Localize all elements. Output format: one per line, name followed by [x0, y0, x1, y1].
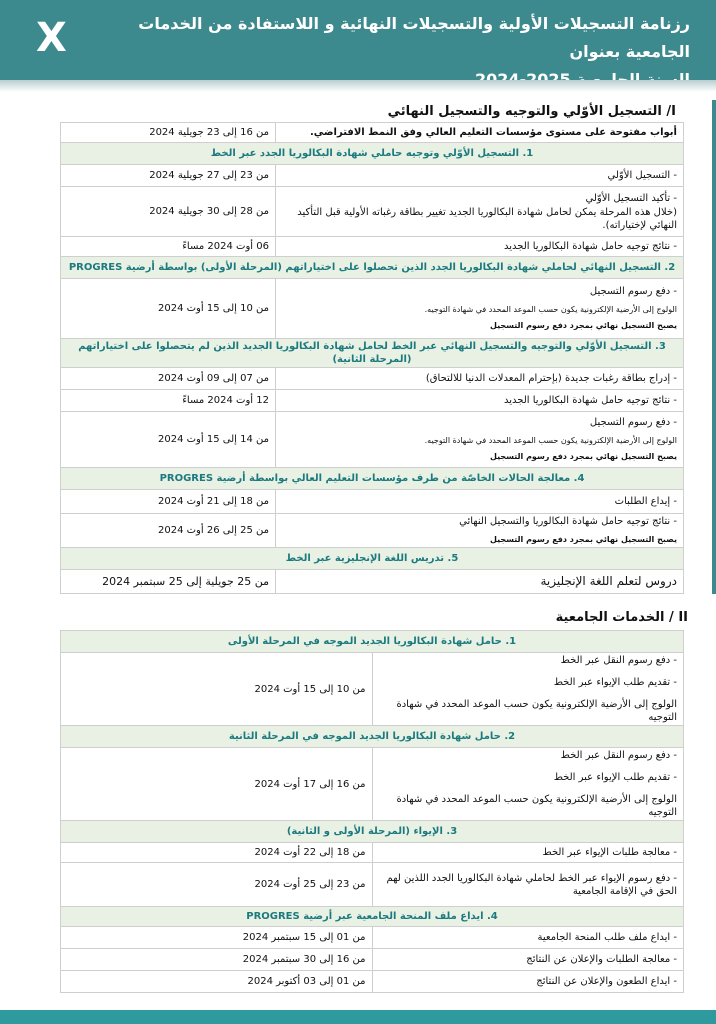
row-description-line: الولوج إلى الأرضية الإلكترونية يكون حسب الموعد المحدد في شهادة التوجيه. [424, 436, 677, 445]
row-date: من 18 إلى 21 أوت 2024 [61, 490, 276, 514]
row-description: - نتائج توجيه حامل شهادة البكالوريا الجديد [276, 237, 684, 257]
row-description [372, 748, 684, 821]
table-row [61, 927, 684, 949]
header-banner [0, 0, 716, 80]
row-description-line: - دفع رسوم النقل عبر الخط [560, 750, 677, 761]
section2-title: II / الخدمات الجامعية [555, 610, 688, 625]
row-description [276, 412, 684, 468]
row-date: من 14 إلى 15 أوت 2024 [61, 412, 276, 468]
row-date: من 23 إلى 27 جويلية 2024 [61, 165, 276, 187]
row-date: 12 أوت 2024 مساءً [61, 390, 276, 412]
row-description [276, 279, 684, 339]
table-section-header [61, 339, 684, 368]
table-section-header [61, 726, 684, 748]
table-section-header [61, 907, 684, 927]
row-description-line: - نتائج توجيه حامل شهادة البكالوريا والتسجيل النهائي [459, 516, 677, 527]
row-date: من 10 إلى 15 أوت 2024 [61, 653, 373, 726]
row-date: من 16 إلى 23 جويلية 2024 [61, 123, 276, 143]
row-description: - معالجة طلبات الإيواء عبر الخط [372, 843, 684, 863]
row-description [276, 514, 684, 548]
row-description-line: الولوج إلى الأرضية الإلكترونية يكون حسب الموعد المحدد في شهادة التوجيه. [424, 305, 677, 314]
row-description: - التسجيل الأوّلي [276, 165, 684, 187]
row-description: - إدراج بطاقة رغبات جديدة (بإحترام المعدلات الدنيا للالتحاق) [276, 368, 684, 390]
row-date: من 10 إلى 15 أوت 2024 [61, 279, 276, 339]
section-header-text: 3. الإيواء (المرحلة الأولى و الثانية) [61, 821, 684, 843]
row-description [276, 187, 684, 237]
table-row [61, 490, 684, 514]
row-date: من 23 إلى 25 أوت 2024 [61, 863, 373, 907]
row-description-line: الولوج إلى الأرضية الإلكترونية يكون حسب الموعد المحدد في شهادة التوجيه [396, 794, 677, 818]
row-date: من 01 إلى 15 سبتمبر 2024 [61, 927, 373, 949]
footer-bar [0, 1010, 716, 1024]
row-description: أبواب مفتوحة على مستوى مؤسسات التعليم العالي وفق النمط الافتراضي. [276, 123, 684, 143]
table-row [61, 863, 684, 907]
row-date: 06 أوت 2024 مساءً [61, 237, 276, 257]
section-header-text: 4. معالجة الحالات الخاصّة من طرف مؤسسات التعليم العالي بواسطة أرضية PROGRES [61, 468, 684, 490]
row-description-line: يصبح التسجيل نهائي بمجرد دفع رسوم التسجيل [489, 321, 677, 330]
row-description-line: - دفع رسوم التسجيل [589, 417, 677, 428]
section2-table [60, 630, 684, 993]
row-description-line: - تأكيد التسجيل الأوّلي [585, 192, 677, 204]
row-description [372, 653, 684, 726]
row-date: من 28 إلى 30 جويلية 2024 [61, 187, 276, 237]
row-description-line: يصبح التسجيل نهائي بمجرد دفع رسوم التسجيل [489, 452, 677, 461]
table-section-header [61, 821, 684, 843]
table-section-header [61, 631, 684, 653]
table-row [61, 949, 684, 971]
row-date: من 25 إلى 26 أوت 2024 [61, 514, 276, 548]
table-section-header [61, 257, 684, 279]
section-header-text: 1. التسجيل الأوّلي وتوجيه حاملي شهادة البكالوريا الجدد عبر الخط [61, 143, 684, 165]
table-row [61, 514, 684, 548]
table-row [61, 237, 684, 257]
table-row [61, 123, 684, 143]
table-row [61, 412, 684, 468]
table-row [61, 748, 684, 821]
table-row [61, 368, 684, 390]
row-date: من 16 إلى 30 سبتمبر 2024 [61, 949, 373, 971]
row-date: من 16 إلى 17 أوت 2024 [61, 748, 373, 821]
row-description-line: - دفع رسوم التسجيل [589, 286, 677, 297]
page-title-line1: رزنامة التسجيلات الأولية والتسجيلات النهائية و اللاستفادة من الخدمات الجامعية بعنوان [138, 14, 690, 61]
table-row [61, 570, 684, 594]
row-date: من 01 إلى 03 أكتوبر 2024 [61, 971, 373, 993]
section-header-text: 2. حامل شهادة البكالوريا الجديد الموجه في المرحلة الثانية [61, 726, 684, 748]
section-header-text: 5. تدريس اللغة الإنجليزية عبر الخط [61, 548, 684, 570]
row-description: - دفع رسوم الإيواء عبر الخط لحاملي شهادة البكالوريا الجدد اللذين لهم الحق في الإقامة الجامعية [372, 863, 684, 907]
table-row [61, 279, 684, 339]
table-row [61, 971, 684, 993]
row-description-line: (خلال هذه المرحلة يمكن لحامل شهادة البكالوريا الجديد تغيير بطاقة رغباته الأولية قبل التأكيد النهائي لإختياراته). [297, 206, 677, 231]
table-row [61, 653, 684, 726]
row-description: - معالجة الطلبات والإعلان عن النتائج [372, 949, 684, 971]
table-row [61, 843, 684, 863]
row-description: دروس لتعلم اللغة الإنجليزية [276, 570, 684, 594]
row-description: - إيداع الطلبات [276, 490, 684, 514]
table-section-header [61, 468, 684, 490]
row-description: - ايداع ملف طلب المنحة الجامعية [372, 927, 684, 949]
row-description-line: - تقديم طلب الإيواء عبر الخط [553, 677, 677, 688]
row-description-line: - دفع رسوم النقل عبر الخط [560, 655, 677, 666]
row-date: من 18 إلى 22 أوت 2024 [61, 843, 373, 863]
table-section-header [61, 548, 684, 570]
section-header-text: 3. التسجيل الأوّلي والتوجيه والتسجيل النهائي عبر الخط لحامل شهادة البكالوريا الجديد الذين لم يتحصلوا على اختياراتهم (المرحلة الثانية) [61, 339, 684, 368]
section1-title: I/ التسجيل الأوّلي والتوجيه والتسجيل النهائي [387, 104, 676, 119]
row-description-line: الولوج إلى الأرضية الإلكترونية يكون حسب الموعد المحدد في شهادة التوجيه [396, 699, 677, 723]
table-row [61, 165, 684, 187]
section1-table [60, 122, 684, 594]
close-icon[interactable]: X [36, 15, 67, 61]
table-section-header [61, 143, 684, 165]
header-divider [0, 80, 716, 92]
section-header-text: 1. حامل شهادة البكالوريا الجديد الموجه في المرحلة الأولى [61, 631, 684, 653]
row-description-line: - تقديم طلب الإيواء عبر الخط [553, 772, 677, 783]
section-accent-bar [712, 100, 716, 594]
table-row [61, 390, 684, 412]
section-header-text: 4. ايداع ملف المنحة الجامعية عبر أرضية PROGRES [61, 907, 684, 927]
table-row [61, 187, 684, 237]
row-description: - ايداع الطعون والإعلان عن النتائج [372, 971, 684, 993]
section-header-text: 2. التسجيل النهائي لحاملي شهادة البكالوريا الجدد الذين تحصلوا على اختياراتهم (المرحلة الأولى) بواسطة أرضية PROGRES [61, 257, 684, 279]
row-description-line: يصبح التسجيل نهائي بمجرد دفع رسوم التسجيل [489, 535, 677, 544]
row-date: من 25 جويلية إلى 25 سبتمبر 2024 [61, 570, 276, 594]
row-date: من 07 إلى 09 أوت 2024 [61, 368, 276, 390]
row-description: - نتائج توجيه حامل شهادة البكالوريا الجديد [276, 390, 684, 412]
